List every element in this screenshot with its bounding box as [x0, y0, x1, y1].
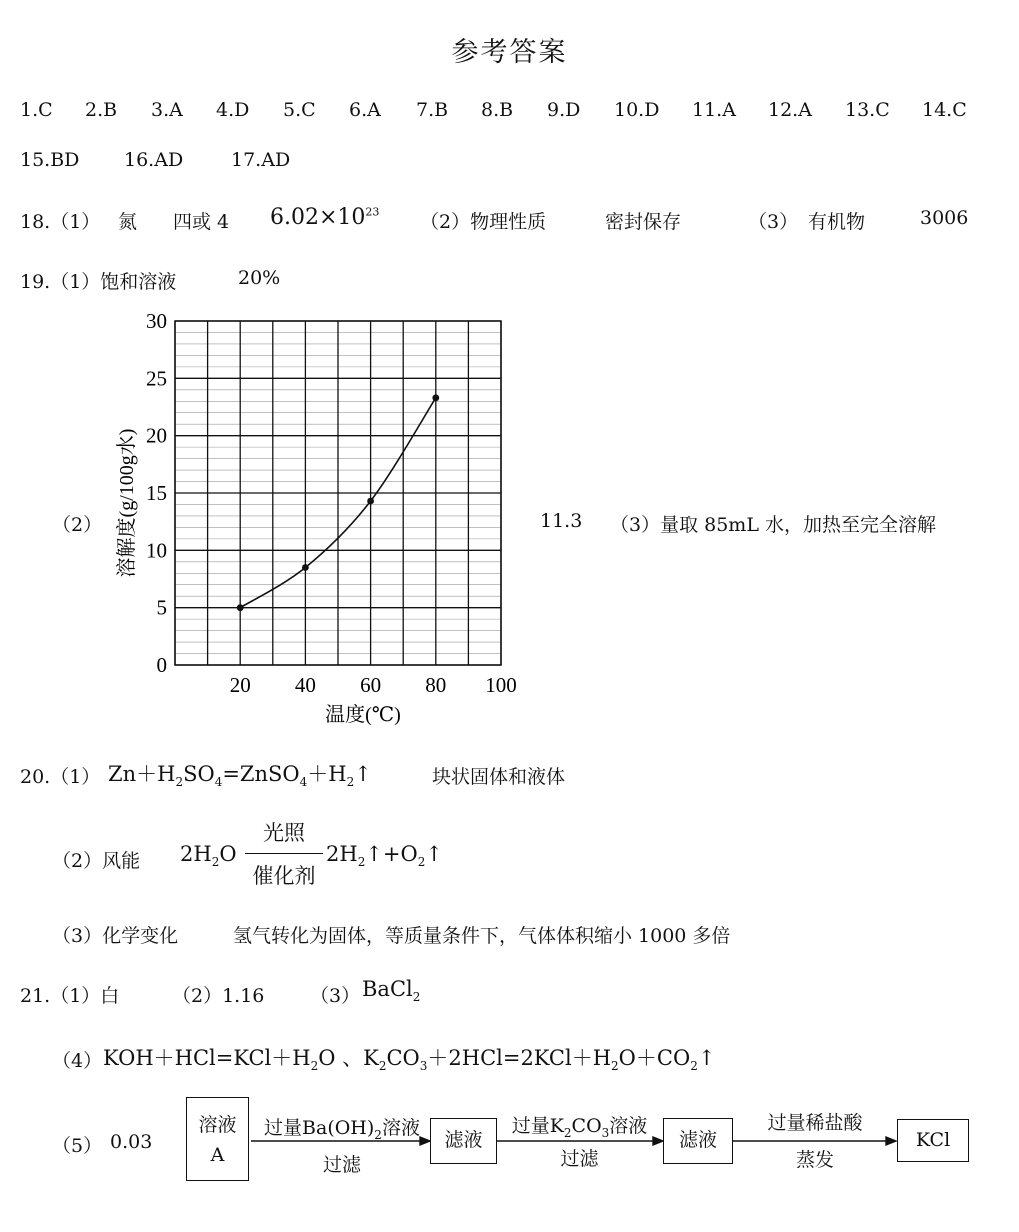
eq-text: Zn＋H: [108, 762, 176, 786]
up-arrow-icon: ↑: [354, 762, 372, 786]
page-title: 参考答案: [451, 37, 568, 68]
q18-organic: 有机物: [808, 211, 866, 233]
x-tick-label: 60: [360, 673, 382, 697]
mc-answer: 14.C: [922, 99, 967, 121]
eq-text: =ZnSO: [222, 762, 300, 786]
y-tick-label: 20: [146, 423, 167, 448]
y-tick-label: 30: [146, 309, 167, 333]
mc-answer: 11.A: [692, 99, 736, 121]
y-tick-label: 5: [156, 595, 167, 620]
q19-part2: （2）: [52, 514, 103, 536]
arrow-label: CO: [571, 1115, 602, 1137]
eq-text: CO: [386, 1046, 420, 1070]
q20-part2: （2）风能: [52, 850, 141, 872]
q18-element: 氮: [118, 211, 138, 233]
eq-sub: 4: [214, 775, 223, 790]
eq-text: KOH＋HCl=KCl＋H: [103, 1046, 311, 1070]
q20-explanation: 氢气转化为固体，等质量条件下，气体体积缩小 1000 多倍: [233, 925, 731, 947]
eq-text: 2H: [326, 842, 358, 866]
q19-value: 11.3: [540, 510, 583, 532]
box-label: A: [210, 1144, 225, 1166]
arrow-label: 溶液: [381, 1117, 420, 1139]
q20-part3: （3）化学变化: [52, 925, 179, 947]
mc-answer: 3.A: [151, 99, 183, 121]
eq-sub: 2: [690, 1059, 698, 1074]
arrow-label: 过量K: [511, 1115, 564, 1137]
mc-answer: 6.A: [349, 99, 381, 121]
up-arrow-icon: ↑: [425, 842, 443, 866]
q18-part3: （3）: [748, 211, 799, 233]
flow-box-kcl: KCl: [897, 1119, 969, 1162]
y-tick-label: 10: [146, 538, 167, 563]
mc-answer: 12.A: [768, 99, 812, 121]
eq-sub: 2: [211, 855, 220, 870]
eq-sub: 3: [601, 1125, 610, 1140]
eq-sub: 4: [299, 775, 308, 790]
q18-period: 四或 4: [173, 211, 230, 233]
q19-part3: （3）量取 85mL 水，加热至完全溶解: [610, 514, 936, 536]
x-tick-label: 100: [485, 673, 517, 697]
flow-arrow1-bottom: 过滤: [322, 1154, 361, 1176]
x-tick-label: 40: [294, 673, 316, 697]
q21-part3: （3）: [310, 985, 361, 1007]
eq-sub: 2: [357, 855, 366, 870]
x-tick-label: 20: [229, 673, 251, 697]
flow-box-filtrate-2: 滤液: [663, 1118, 733, 1164]
box-label: 溶液: [198, 1114, 237, 1136]
q18-part2: （2）物理性质: [420, 211, 547, 233]
flow-box-solution-a: [186, 1097, 249, 1181]
flow-arrow1-top: [254, 1113, 430, 1142]
mc-answer: 2.B: [85, 99, 118, 121]
condition-bottom: 催化剂: [252, 864, 316, 888]
eq-sub: 2: [611, 1059, 619, 1074]
flow-arrow2-top: [498, 1111, 661, 1140]
mc-answer: 5.C: [283, 99, 316, 121]
eq-text: ＋H: [307, 762, 347, 786]
condition-top: 光照: [263, 821, 305, 845]
q20-number: 20.（1）: [20, 766, 101, 788]
eq-sub: 2: [374, 1127, 382, 1142]
mc-answer: 7.B: [416, 99, 449, 121]
eq-text: O＋CO: [618, 1046, 691, 1070]
arrowhead-icon: [886, 1137, 896, 1145]
x-tick-label: 80: [425, 673, 447, 697]
eq-sub: 2: [346, 775, 355, 790]
eq-sub: 2: [417, 855, 426, 870]
q20-apparatus: 块状固体和液体: [432, 766, 566, 788]
eq-text: ↑+O: [365, 842, 418, 866]
mc-answer: 15.BD: [20, 149, 80, 171]
q19-percent: 20%: [238, 267, 281, 289]
mc-answer: 10.D: [614, 99, 660, 121]
flow-arrow3-bottom: 蒸发: [795, 1149, 834, 1171]
mc-answer: 9.D: [547, 99, 581, 121]
y-tick-label: 25: [146, 366, 167, 391]
arrow-label: 溶液: [609, 1115, 648, 1137]
eq-text: SO: [183, 762, 215, 786]
q21-part5: （5）: [52, 1135, 103, 1157]
q21-part2: （2）1.16: [172, 985, 265, 1007]
eq-text: 2H: [180, 842, 212, 866]
up-arrow-icon: ↑: [697, 1046, 716, 1070]
mc-answer: 17.AD: [231, 149, 291, 171]
mc-answer: 16.AD: [124, 149, 184, 171]
eq-sub: 2: [175, 775, 184, 790]
q21-part4: （4）: [52, 1050, 103, 1072]
eq-sub: 2: [378, 1059, 387, 1074]
q18-number: 18.（1）: [20, 211, 101, 233]
q21-value: 0.03: [110, 1131, 153, 1153]
q18-storage: 密封保存: [605, 211, 682, 233]
eq-sub: 2: [563, 1125, 572, 1140]
eq-sub: 3: [419, 1059, 428, 1074]
y-tick-label: 0: [156, 653, 167, 677]
q19-number: 19.（1）饱和溶液: [20, 271, 177, 293]
mc-answer: 13.C: [845, 99, 890, 121]
chart-y-label: 溶解度(g/100g水): [116, 428, 138, 578]
mc-answer: 1.C: [20, 99, 53, 121]
eq-text: BaCl: [362, 977, 413, 1001]
flow-arrow3-top: 过量稀盐酸: [767, 1112, 863, 1134]
eq-sub: 2: [412, 990, 421, 1005]
mc-answer: 4.D: [216, 99, 250, 121]
mc-answer: 8.B: [481, 99, 514, 121]
eq-text: O 、K: [318, 1046, 379, 1070]
eq-sub: 2: [310, 1059, 319, 1074]
flow-arrow2-bottom: 过滤: [560, 1148, 599, 1170]
sci-base: 6.02×10: [270, 205, 366, 230]
eq-text: ＋2HCl=2KCl＋H: [427, 1046, 612, 1070]
y-tick-label: 15: [146, 481, 167, 505]
arrow-label: 过量Ba(OH): [264, 1117, 375, 1139]
sci-exponent: 23: [365, 205, 380, 219]
eq-text: O: [219, 842, 237, 866]
chart-x-label: 温度(℃): [325, 704, 401, 726]
q21-number: 21.（1）白: [20, 985, 120, 1007]
flow-box-filtrate-1: 滤液: [430, 1118, 497, 1164]
q18-value: 3006: [920, 207, 969, 229]
